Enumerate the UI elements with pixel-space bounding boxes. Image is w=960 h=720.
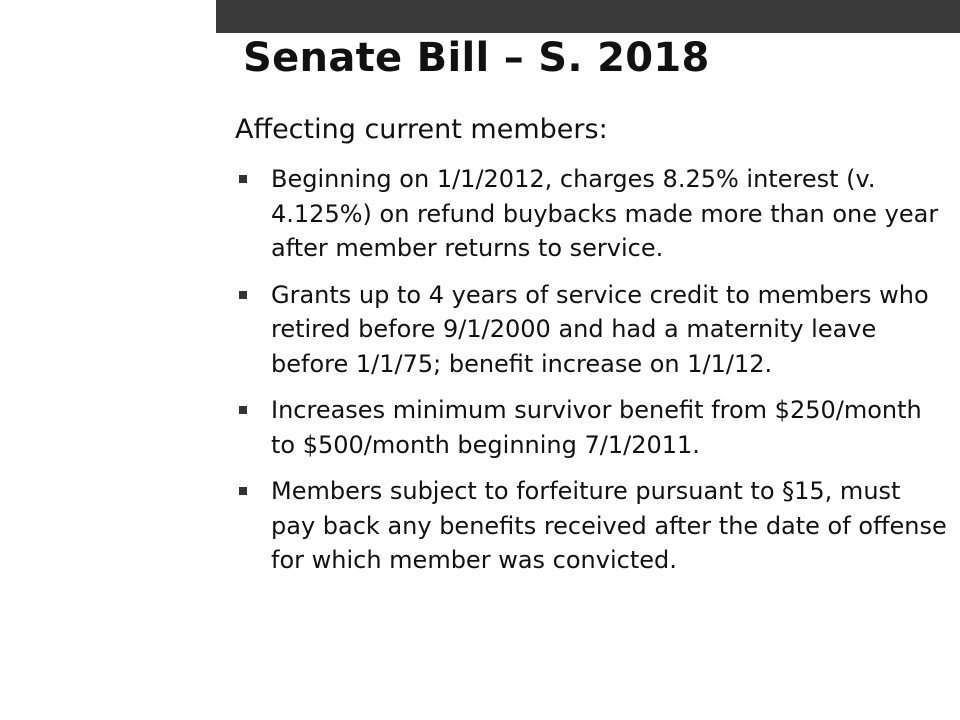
- bullet-text: Grants up to 4 years of service credit to members who retired before 9/1/2000 and had a maternity leave before 1/1/75; benefit increase on 1/1/12.: [271, 280, 929, 378]
- bullet-text: Beginning on 1/1/2012, charges 8.25% interest (v. 4.125%) on refund buybacks made more than one year after member returns to service.: [271, 165, 939, 262]
- bullet-text: Members subject to forfeiture pursuant to §15, must pay back any benefits received after the date of offense for which member was convicted.: [271, 477, 947, 574]
- bullet-item-maternity-credit: [235, 278, 950, 382]
- bullet-item-survivor-benefit: [235, 393, 950, 462]
- bullet-list: [235, 162, 950, 590]
- square-bullet-icon: [239, 487, 247, 495]
- square-bullet-icon: [239, 406, 247, 414]
- bullet-item-forfeiture: [235, 474, 950, 578]
- slide-subtitle: Affecting current members:: [235, 114, 608, 145]
- square-bullet-icon: [239, 175, 247, 183]
- square-bullet-icon: [239, 291, 247, 299]
- bullet-item-refund-buybacks: [235, 162, 950, 266]
- slide-title: Senate Bill – S. 2018: [243, 35, 710, 81]
- bullet-text: Increases minimum survivor benefit from $250/month to $500/month beginning 7/1/2011.: [271, 396, 922, 459]
- top-header-bar: [216, 0, 960, 33]
